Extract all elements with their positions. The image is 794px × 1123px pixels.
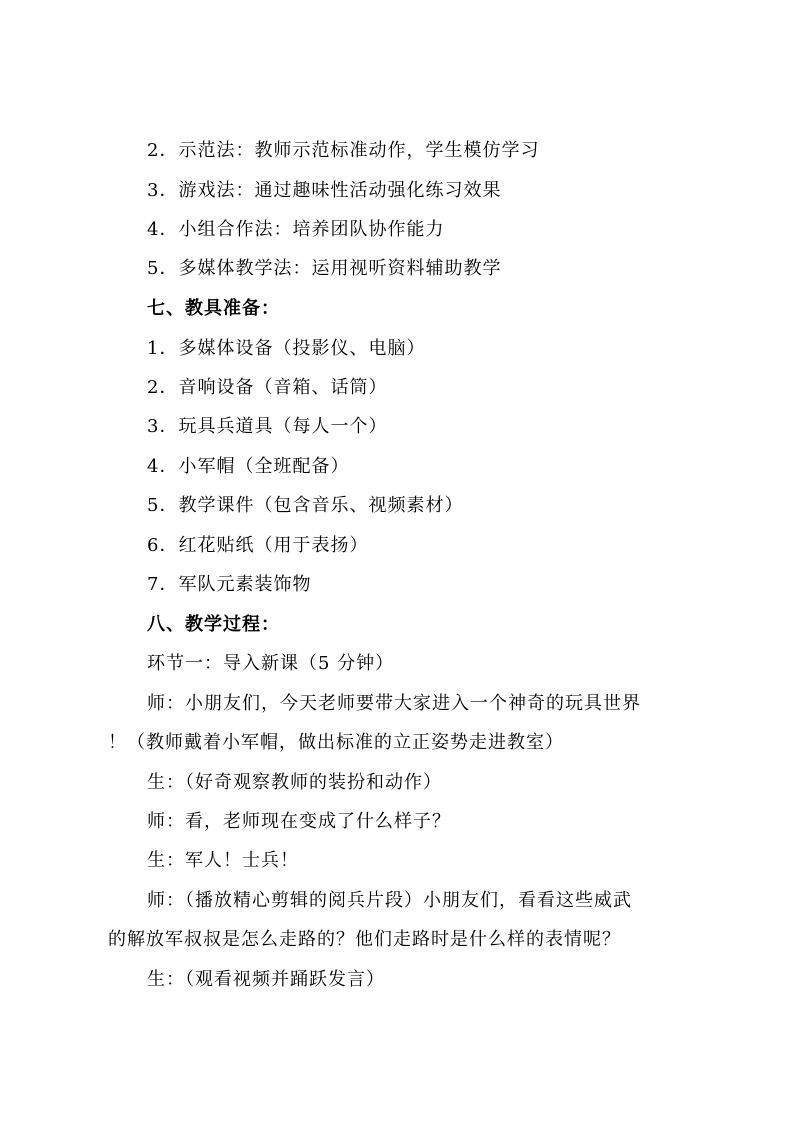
section-heading-teaching-process: 八、教学过程： bbox=[147, 614, 280, 635]
aid-item-5: 5．教学课件（包含音乐、视频素材） bbox=[147, 495, 464, 516]
dialogue-line: 师：小朋友们，今天老师要带大家进入一个神奇的玩具世界 bbox=[147, 693, 641, 714]
aid-item-3: 3．玩具兵道具（每人一个） bbox=[147, 416, 388, 437]
dialogue-line: 师：（播放精心剪辑的阅兵片段）小朋友们，看看这些威武 bbox=[147, 890, 632, 911]
section-heading-teaching-aids: 七、教具准备： bbox=[147, 298, 280, 319]
stage-title: 环节一：导入新课（5 分钟） bbox=[147, 653, 395, 674]
method-item-4: 4．小组合作法：培养团队协作能力 bbox=[147, 219, 445, 240]
dialogue-line: 师：看，老师现在变成了什么样子？ bbox=[147, 811, 451, 832]
aid-item-4: 4．小军帽（全班配备） bbox=[147, 456, 350, 477]
aid-item-2: 2．音响设备（音箱、话筒） bbox=[147, 377, 388, 398]
dialogue-line: 生：（观看视频并踊跃发言） bbox=[147, 969, 385, 990]
dialogue-line: 生：军人！士兵！ bbox=[147, 850, 299, 871]
dialogue-line: 生：（好奇观察教师的装扮和动作） bbox=[147, 772, 442, 793]
dialogue-continuation: ！（教师戴着小军帽，做出标准的立正姿势走进教室） bbox=[108, 732, 564, 753]
method-item-5: 5．多媒体教学法：运用视听资料辅助教学 bbox=[147, 258, 502, 279]
aid-item-1: 1．多媒体设备（投影仪、电脑） bbox=[147, 338, 426, 359]
aid-item-6: 6．红花贴纸（用于表扬） bbox=[147, 535, 369, 556]
method-item-3: 3．游戏法：通过趣味性活动强化练习效果 bbox=[147, 180, 502, 201]
aid-item-7: 7．军队元素装饰物 bbox=[147, 574, 312, 595]
method-item-2: 2．示范法：教师示范标准动作，学生模仿学习 bbox=[147, 140, 540, 161]
dialogue-continuation: 的解放军叔叔是怎么走路的？他们走路时是什么样的表情呢？ bbox=[108, 929, 621, 950]
